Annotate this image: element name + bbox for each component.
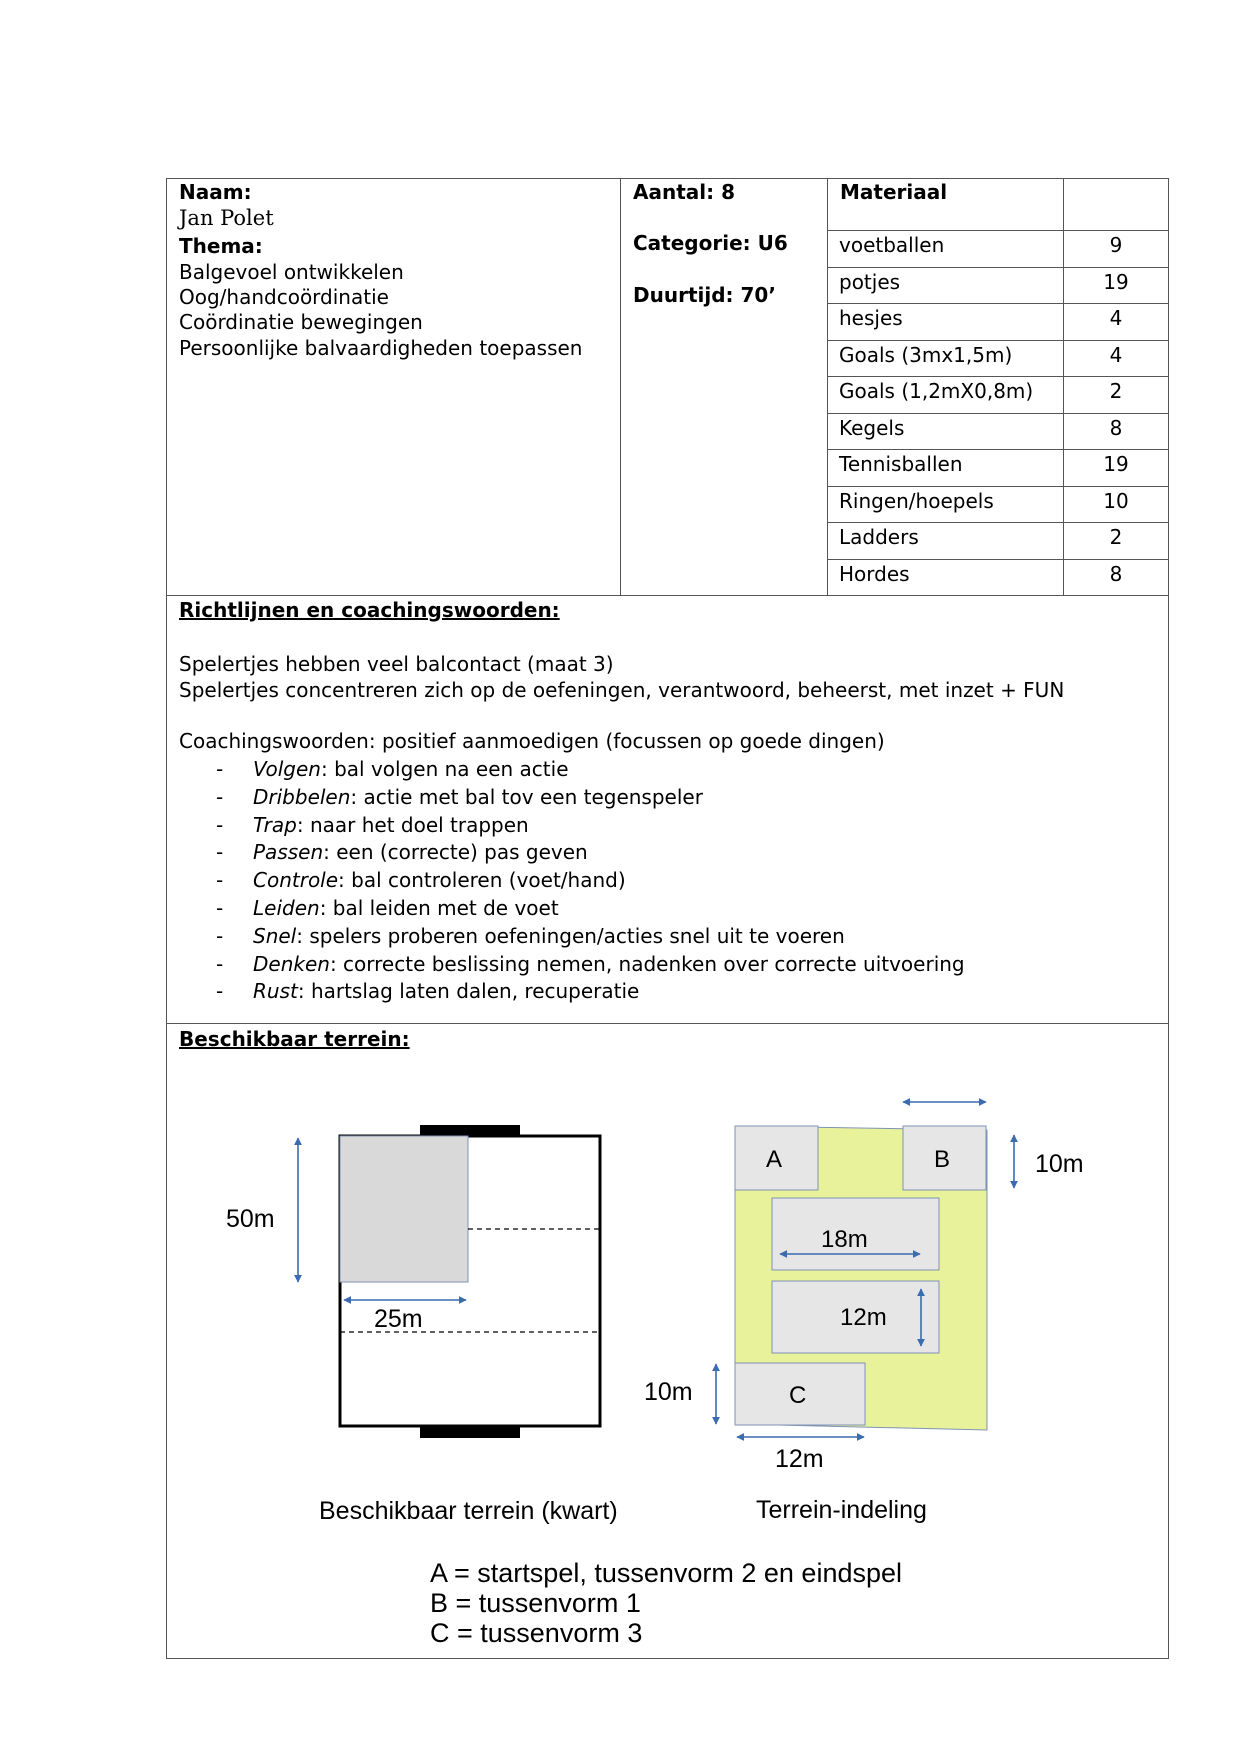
material-qty: 9 [1109,233,1123,257]
material-qty: 2 [1109,379,1123,403]
material-qty: 19 [1103,452,1129,476]
material-name: hesjes [839,306,903,330]
coaching-term: Rust [253,979,298,1004]
material-qty: 2 [1109,525,1123,549]
coaching-term: Trap [253,812,297,837]
thema-item: Coördinatie bewegingen [179,310,423,334]
zone-c-label: C [789,1382,807,1409]
field-layout [644,1102,1084,1524]
coaching-term: Passen [253,840,324,865]
zone-a-label: A [766,1146,783,1173]
bullet: - [216,923,224,948]
bullet: - [216,951,224,976]
material-name: Kegels [839,415,905,440]
left-caption: Beschikbaar terrein (kwart) [319,1497,618,1525]
coaching-term: Volgen [253,757,321,781]
material-name: voetballen [839,233,945,257]
material-qty: 8 [1109,415,1123,440]
terrein-heading: Beschikbaar terrein: [179,1027,410,1051]
material-name: Ladders [839,525,919,549]
thema-label: Thema: [179,234,263,258]
goal-bottom [420,1427,520,1438]
duurtijd: Duurtijd: 70’ [633,283,776,307]
material-qty: 4 [1109,306,1123,330]
materiaal-label: Materiaal [840,180,948,204]
coaching-desc: : bal controleren (voet/hand) [338,868,626,893]
thema-item: Balgevoel ontwikkelen [179,260,404,284]
zone-c-height-dim: 10m [644,1378,693,1406]
material-name: Hordes [839,561,910,586]
thema-item: Oog/handcoördinatie [179,285,389,309]
aantal: Aantal: 8 [633,180,736,204]
bullet: - [216,757,224,781]
coaching-desc: : correcte beslissing nemen, nadenken over correcte uitvoering [329,951,965,976]
richtlijn-line: Spelertjes hebben veel balcontact (maat 3) [179,652,614,676]
width-label: 25m [374,1305,423,1333]
goal-top [420,1125,520,1136]
coaching-desc: : hartslag laten dalen, recuperatie [297,979,640,1004]
coaching-desc: : een (correcte) pas geven [323,840,588,865]
coaching-desc: : spelers proberen oefeningen/acties snel uit te voeren [296,923,845,948]
coaching-desc: : bal leiden met de voet [319,896,559,920]
right-caption: Terrein-indeling [756,1496,927,1524]
bullet: - [216,896,224,920]
material-qty: 10 [1103,488,1129,513]
legend-line: B = tussenvorm 1 [430,1588,641,1618]
bullet: - [216,812,224,837]
material-qty: 19 [1103,269,1129,294]
material-qty: 8 [1109,561,1123,586]
coaching-desc: : bal volgen na een actie [320,757,569,781]
coaching-term: Snel [253,923,297,948]
coaching-term: Denken [253,951,330,976]
coaching-desc: : actie met bal tov een tegenspeler [350,784,703,809]
richtlijn-line: Spelertjes concentreren zich op de oefeningen, verantwoord, beheerst, met inzet + FUN [179,678,1065,702]
material-name: Ringen/hoepels [839,488,994,513]
length-label: 50m [226,1205,275,1233]
material-name: potjes [839,269,901,294]
zone-12m-label: 12m [840,1304,887,1331]
material-qty: 4 [1109,342,1123,367]
naam-label: Naam: [179,180,252,204]
richtlijnen-heading: Richtlijnen en coachingswoorden: [179,598,560,622]
coaching-desc: : naar het doel trappen [296,812,529,837]
used-area [340,1136,468,1282]
coaching-term: Leiden [253,896,320,920]
zone-c-width-dim: 12m [775,1445,824,1473]
zone-b-dim: 10m [1035,1150,1084,1178]
coaching-term: Dribbelen [253,784,351,809]
material-name: Goals (1,2mX0,8m) [839,379,1034,403]
coaching-intro: Coachingswoorden: positief aanmoedigen (focussen op goede dingen) [179,729,885,753]
bullet: - [216,868,224,893]
legend-line: C = tussenvorm 3 [430,1618,643,1648]
material-name: Tennisballen [839,452,963,476]
categorie: Categorie: U6 [633,231,788,255]
naam-value: Jan Polet [179,206,274,230]
thema-item: Persoonlijke balvaardigheden toepassen [179,336,583,360]
bullet: - [216,784,224,809]
bullet: - [216,840,224,865]
zone-b-label: B [934,1146,951,1173]
bullet: - [216,979,224,1004]
material-name: Goals (3mx1,5m) [839,342,1013,367]
available-field [226,1125,618,1525]
coaching-term: Controle [253,868,339,893]
legend-line: A = startspel, tussenvorm 2 en eindspel [430,1558,903,1588]
zone-18m-label: 18m [821,1226,868,1253]
